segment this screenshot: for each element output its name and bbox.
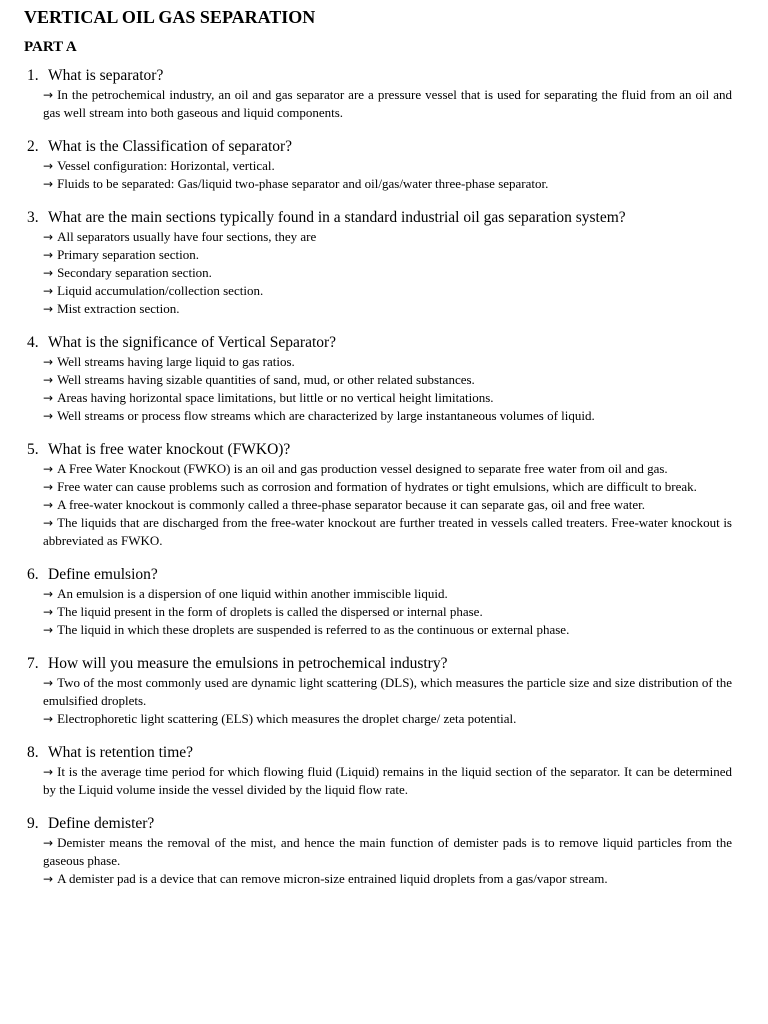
arrow-right-icon: → <box>43 373 54 387</box>
question-block <box>24 333 732 425</box>
question-block <box>24 654 732 728</box>
question-block <box>24 440 732 550</box>
arrow-right-icon: → <box>43 516 54 530</box>
answer-text: Two of the most commonly used are dynamic light scattering (DLS), which measures the particle size and size distribution of the emulsified droplets. <box>43 675 732 708</box>
question-heading <box>24 66 732 86</box>
answer-item <box>43 585 732 603</box>
question-number: 4. <box>27 334 39 351</box>
answer-text: Liquid accumulation/collection section. <box>57 283 264 298</box>
arrow-right-icon: → <box>43 88 54 102</box>
part-heading: PART A <box>24 39 77 55</box>
answer-item <box>43 371 732 389</box>
answer-text: The liquids that are discharged from the free-water knockout are further treated in vessels called treaters. Free-water knockout is abbreviated as FWKO. <box>43 515 732 548</box>
arrow-right-icon: → <box>43 605 54 619</box>
answer-item <box>43 246 732 264</box>
answer-item <box>43 157 732 175</box>
arrow-right-icon: → <box>43 284 54 298</box>
answer-text: The liquid in which these droplets are suspended is referred to as the continuous or external phase. <box>57 622 570 637</box>
answer-item <box>43 353 732 371</box>
answer-item <box>43 621 732 639</box>
question-text: Define demister? <box>48 815 155 832</box>
arrow-right-icon: → <box>43 765 54 779</box>
answer-item <box>43 460 732 478</box>
arrow-right-icon: → <box>43 498 54 512</box>
question-text: What is the significance of Vertical Separator? <box>48 334 337 351</box>
arrow-right-icon: → <box>43 676 54 690</box>
arrow-right-icon: → <box>43 230 54 244</box>
answer-text: Free water can cause problems such as corrosion and formation of hydrates or tight emulsions, which are difficult to break. <box>57 479 697 494</box>
answer-item <box>43 300 732 318</box>
answer-item <box>43 264 732 282</box>
answer-item <box>43 496 732 514</box>
answer-item <box>43 514 732 550</box>
question-text: What are the main sections typically found in a standard industrial oil gas separation system? <box>48 209 626 226</box>
question-heading <box>24 814 732 834</box>
answer-item <box>43 86 732 122</box>
question-heading <box>24 654 732 674</box>
question-block <box>24 565 732 639</box>
question-text: What is free water knockout (FWKO)? <box>48 441 291 458</box>
answer-text: It is the average time period for which flowing fluid (Liquid) remains in the liquid section of the separator. It can be determined by the Liquid volume inside the vessel divided by the liquid flow rate. <box>43 764 732 797</box>
answer-text: Mist extraction section. <box>57 301 180 316</box>
answer-text: An emulsion is a dispersion of one liquid within another immiscible liquid. <box>57 586 448 601</box>
answer-item <box>43 282 732 300</box>
answer-list <box>24 353 732 425</box>
answer-list <box>24 157 732 193</box>
answer-list <box>24 460 732 550</box>
answer-item <box>43 710 732 728</box>
arrow-right-icon: → <box>43 302 54 316</box>
arrow-right-icon: → <box>43 462 54 476</box>
question-block <box>24 66 732 122</box>
answer-item <box>43 407 732 425</box>
answer-item <box>43 175 732 193</box>
answer-text: Demister means the removal of the mist, and hence the main function of demister pads is to remove liquid particles from the gaseous phase. <box>43 835 732 868</box>
question-block <box>24 208 732 318</box>
arrow-right-icon: → <box>43 266 54 280</box>
arrow-right-icon: → <box>43 177 54 191</box>
question-block <box>24 137 732 193</box>
question-block <box>24 814 732 888</box>
question-text: What is the Classification of separator? <box>48 138 293 155</box>
answer-text: The liquid present in the form of droplets is called the dispersed or internal phase. <box>57 604 483 619</box>
answer-text: Well streams or process flow streams which are characterized by large instantaneous volumes of liquid. <box>57 408 595 423</box>
arrow-right-icon: → <box>43 480 54 494</box>
answer-list <box>24 228 732 318</box>
answer-text: Fluids to be separated: Gas/liquid two-phase separator and oil/gas/water three-phase separator. <box>57 176 549 191</box>
answer-list <box>24 763 732 799</box>
question-heading <box>24 208 732 228</box>
arrow-right-icon: → <box>43 872 54 886</box>
arrow-right-icon: → <box>43 391 54 405</box>
answer-text: Well streams having large liquid to gas ratios. <box>57 354 295 369</box>
answer-item <box>43 228 732 246</box>
answer-item <box>43 389 732 407</box>
answer-text: Secondary separation section. <box>57 265 212 280</box>
answer-text: Primary separation section. <box>57 247 199 262</box>
question-heading <box>24 440 732 460</box>
answer-item <box>43 674 732 710</box>
question-list <box>24 66 732 888</box>
question-text: Define emulsion? <box>48 566 158 583</box>
answer-list <box>24 674 732 728</box>
answer-text: Well streams having sizable quantities of sand, mud, or other related substances. <box>57 372 475 387</box>
question-number: 8. <box>27 744 39 761</box>
question-heading <box>24 743 732 763</box>
arrow-right-icon: → <box>43 355 54 369</box>
question-text: What is retention time? <box>48 744 194 761</box>
question-number: 2. <box>27 138 39 155</box>
answer-item <box>43 763 732 799</box>
answer-item <box>43 870 732 888</box>
question-block <box>24 743 732 799</box>
answer-item <box>43 478 732 496</box>
arrow-right-icon: → <box>43 159 54 173</box>
arrow-right-icon: → <box>43 587 54 601</box>
question-number: 6. <box>27 566 39 583</box>
answer-text: A free-water knockout is commonly called a three-phase separator because it can separate gas, oil and free water. <box>57 497 646 512</box>
question-heading <box>24 333 732 353</box>
arrow-right-icon: → <box>43 623 54 637</box>
question-number: 3. <box>27 209 39 226</box>
question-number: 5. <box>27 441 39 458</box>
answer-text: Electrophoretic light scattering (ELS) which measures the droplet charge/ zeta potential. <box>57 711 517 726</box>
question-number: 9. <box>27 815 39 832</box>
arrow-right-icon: → <box>43 248 54 262</box>
answer-item <box>43 834 732 870</box>
answer-list <box>24 86 732 122</box>
answer-text: In the petrochemical industry, an oil and gas separator are a pressure vessel that is used for separating the fluid from an oil and gas well stream into both gaseous and liquid components. <box>43 87 732 120</box>
question-text: What is separator? <box>48 67 164 84</box>
arrow-right-icon: → <box>43 409 54 423</box>
answer-list <box>24 585 732 639</box>
question-number: 1. <box>27 67 39 84</box>
arrow-right-icon: → <box>43 836 54 850</box>
document-title: VERTICAL OIL GAS SEPARATION <box>24 7 316 27</box>
answer-text: All separators usually have four sections, they are <box>57 229 317 244</box>
answer-item <box>43 603 732 621</box>
arrow-right-icon: → <box>43 712 54 726</box>
answer-text: Vessel configuration: Horizontal, vertical. <box>57 158 275 173</box>
answer-list <box>24 834 732 888</box>
answer-text: A Free Water Knockout (FWKO) is an oil and gas production vessel designed to separate free water from oil and gas. <box>57 461 668 476</box>
answer-text: Areas having horizontal space limitations, but little or no vertical height limitations. <box>57 390 494 405</box>
answer-text: A demister pad is a device that can remove micron-size entrained liquid droplets from a gas/vapor stream. <box>57 871 608 886</box>
question-text: How will you measure the emulsions in petrochemical industry? <box>48 655 448 672</box>
question-number: 7. <box>27 655 39 672</box>
question-heading <box>24 565 732 585</box>
question-heading <box>24 137 732 157</box>
